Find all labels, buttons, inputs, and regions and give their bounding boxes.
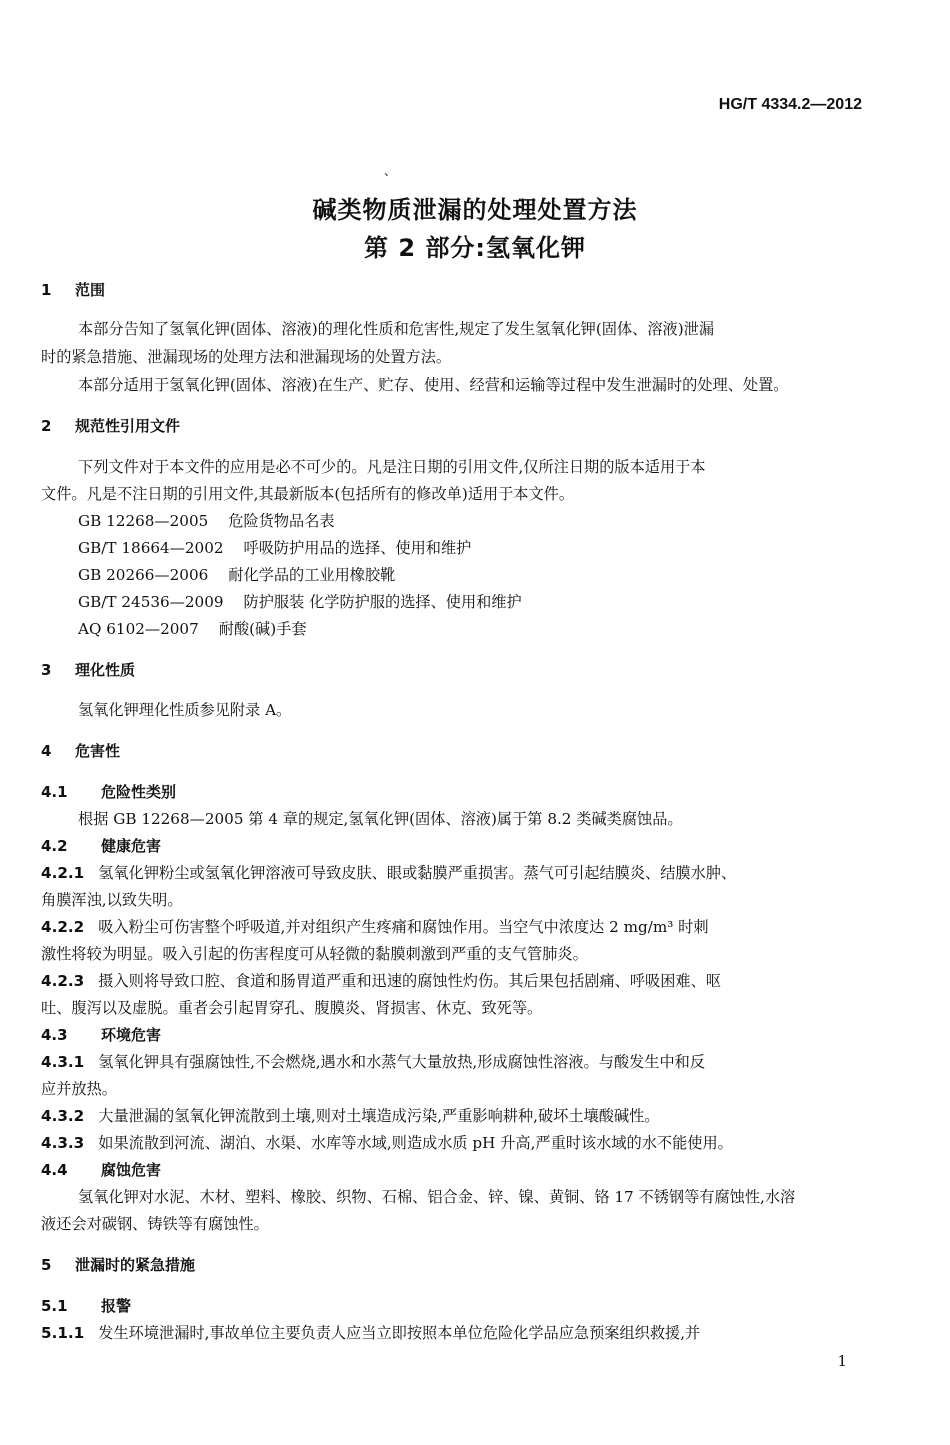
section-title: 理化性质 <box>75 661 136 679</box>
reference-code: GB/T 24536—2009 <box>78 593 224 611</box>
clause-text: 吸入粉尘可伤害整个呼吸道,并对组织产生疼痛和腐蚀作用。当空气中浓度达 2 mg/m³ 时刺 <box>98 918 709 936</box>
section-number: 5.1 <box>41 1297 68 1315</box>
clause-text: 氢氧化钾粉尘或氢氧化钾溶液可导致皮肤、眼或黏膜严重损害。蒸气可引起结膜炎、结膜水肿、 <box>98 864 737 882</box>
section-title: 泄漏时的紧急措施 <box>75 1256 196 1274</box>
clause-text: 如果流散到河流、湖泊、水渠、水库等水域,则造成水质 pH 升高,严重时该水域的水不能使用。 <box>98 1134 733 1152</box>
section-title: 规范性引用文件 <box>75 417 181 435</box>
section-title: 健康危害 <box>101 837 162 855</box>
paragraph: 下列文件对于本文件的应用是必不可少的。凡是注日期的引用文件,仅所注日期的版本适用于本 <box>78 458 706 476</box>
reference-code: GB 20266—2006 <box>78 566 209 584</box>
clause-number: 4.2.2 <box>41 918 85 936</box>
reference-title: 防护服装 化学防护服的选择、使用和维护 <box>243 593 522 611</box>
reference-item <box>78 618 307 639</box>
section-4-heading <box>41 740 120 761</box>
section-number: 4.2 <box>41 837 68 855</box>
clause-number: 4.3.1 <box>41 1053 85 1071</box>
subsection-4-3-heading <box>41 1024 161 1045</box>
section-number: 4 <box>41 742 52 760</box>
clause-4-3-3 <box>41 1132 733 1153</box>
clause-number: 5.1.1 <box>41 1324 85 1342</box>
section-5-heading <box>41 1254 195 1275</box>
reference-item <box>78 591 522 612</box>
reference-item <box>78 564 395 585</box>
reference-item <box>78 537 471 558</box>
section-title: 危害性 <box>75 742 121 760</box>
clause-4-2-2 <box>41 916 709 937</box>
clause-text: 氢氧化钾具有强腐蚀性,不会燃烧,遇水和水蒸气大量放热,形成腐蚀性溶液。与酸发生中和反 <box>98 1053 706 1071</box>
clause-number: 4.2.3 <box>41 972 85 990</box>
paragraph: 氢氧化钾理化性质参见附录 A。 <box>78 701 292 719</box>
reference-code: GB/T 18664—2002 <box>78 539 224 557</box>
paragraph: 氢氧化钾对水泥、木材、塑料、橡胶、织物、石棉、铝合金、锌、镍、黄铜、铬 17 不锈钢等有腐蚀性,水溶 <box>78 1188 796 1206</box>
reference-item <box>78 510 335 531</box>
paragraph: 根据 GB 12268—2005 第 4 章的规定,氢氧化钾(固体、溶液)属于第 8.2 类碱类腐蚀品。 <box>78 810 683 828</box>
paragraph: 应并放热。 <box>41 1080 117 1098</box>
section-title: 范围 <box>75 281 106 299</box>
paragraph: 本部分适用于氢氧化钾(固体、溶液)在生产、贮存、使用、经营和运输等过程中发生泄漏时的处理、处置。 <box>78 376 789 394</box>
subsection-4-2-heading <box>41 835 161 856</box>
document-subtitle: 第 2 部分:氢氧化钾 <box>363 234 586 262</box>
section-title: 危险性类别 <box>101 783 177 801</box>
subsection-4-4-heading <box>41 1159 161 1180</box>
clause-5-1-1 <box>41 1322 700 1343</box>
section-title: 报警 <box>101 1297 132 1315</box>
page-number: 1 <box>837 1352 847 1370</box>
paragraph: 本部分告知了氢氧化钾(固体、溶液)的理化性质和危害性,规定了发生氢氧化钾(固体、溶液)泄漏 <box>78 320 715 338</box>
section-number: 4.1 <box>41 783 68 801</box>
document-title: 碱类物质泄漏的处理处置方法 <box>312 196 638 224</box>
clause-4-2-1 <box>41 862 736 883</box>
paragraph: 液还会对碳钢、铸铁等有腐蚀性。 <box>41 1215 269 1233</box>
clause-number: 4.3.3 <box>41 1134 85 1152</box>
paragraph: 激性将较为明显。吸入引起的伤害程度可从轻微的黏膜刺激到严重的支气管肺炎。 <box>41 945 588 963</box>
reference-code: GB 12268—2005 <box>78 512 209 530</box>
reference-code: AQ 6102—2007 <box>78 620 199 638</box>
clause-text: 大量泄漏的氢氧化钾流散到土壤,则对土壤造成污染,严重影响耕种,破坏土壤酸碱性。 <box>98 1107 660 1125</box>
clause-4-3-2 <box>41 1105 659 1126</box>
section-number: 4.4 <box>41 1161 68 1179</box>
paragraph: 角膜浑浊,以致失明。 <box>41 891 183 909</box>
reference-title: 呼吸防护用品的选择、使用和维护 <box>243 539 472 557</box>
section-number: 1 <box>41 281 52 299</box>
paragraph: 时的紧急措施、泄漏现场的处理方法和泄漏现场的处置方法。 <box>41 348 452 366</box>
reference-title: 耐化学品的工业用橡胶靴 <box>228 566 396 584</box>
reference-title: 耐酸(碱)手套 <box>218 620 307 638</box>
paragraph: 吐、腹泻以及虚脱。重者会引起胃穿孔、腹膜炎、肾损害、休克、致死等。 <box>41 999 543 1017</box>
subsection-4-1-heading <box>41 781 176 802</box>
standard-number: HG/T 4334.2—2012 <box>718 96 862 113</box>
clause-text: 摄入则将导致口腔、食道和肠胃道严重和迅速的腐蚀性灼伤。其后果包括剧痛、呼吸困难、呕 <box>98 972 721 990</box>
section-number: 5 <box>41 1256 52 1274</box>
section-1-heading <box>41 279 105 300</box>
clause-text: 发生环境泄漏时,事故单位主要负责人应当立即按照本单位危险化学品应急预案组织救援,并 <box>98 1324 701 1342</box>
section-title: 腐蚀危害 <box>101 1161 162 1179</box>
stray-mark: 、 <box>384 164 397 178</box>
clause-number: 4.2.1 <box>41 864 85 882</box>
section-number: 2 <box>41 417 52 435</box>
paragraph: 文件。凡是不注日期的引用文件,其最新版本(包括所有的修改单)适用于本文件。 <box>41 485 575 503</box>
section-number: 4.3 <box>41 1026 68 1044</box>
section-3-heading <box>41 659 135 680</box>
section-number: 3 <box>41 661 52 679</box>
section-title: 环境危害 <box>101 1026 162 1044</box>
section-2-heading <box>41 415 180 436</box>
clause-number: 4.3.2 <box>41 1107 85 1125</box>
subsection-5-1-heading <box>41 1295 131 1316</box>
clause-4-3-1 <box>41 1051 705 1072</box>
clause-4-2-3 <box>41 970 721 991</box>
reference-title: 危险货物品名表 <box>228 512 335 530</box>
